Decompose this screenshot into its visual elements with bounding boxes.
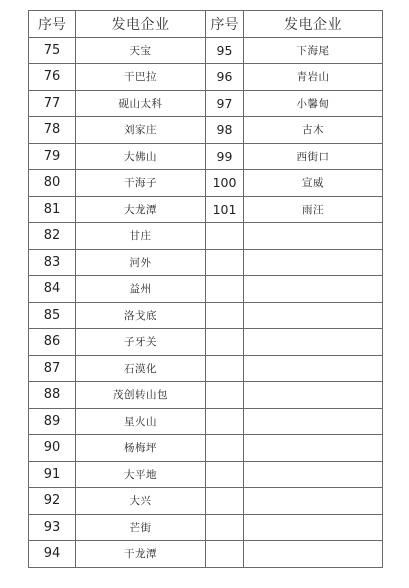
table-row bbox=[29, 382, 383, 409]
serial-cell-right: 100 bbox=[206, 170, 244, 197]
company-cell-right bbox=[244, 276, 383, 303]
serial-cell-left: 94 bbox=[29, 541, 76, 568]
company-cell-left: 星火山 bbox=[76, 408, 206, 435]
company-cell-right bbox=[244, 249, 383, 276]
company-cell-left: 杨梅坪 bbox=[76, 435, 206, 462]
serial-cell-right: 98 bbox=[206, 117, 244, 144]
table-row bbox=[29, 329, 383, 356]
serial-cell-left: 83 bbox=[29, 249, 76, 276]
table-row bbox=[29, 461, 383, 488]
table-row bbox=[29, 143, 383, 170]
company-cell-left: 刘家庄 bbox=[76, 117, 206, 144]
company-cell-right: 西街口 bbox=[244, 143, 383, 170]
company-cell-left: 子牙关 bbox=[76, 329, 206, 356]
company-cell-left: 天宝 bbox=[76, 37, 206, 64]
company-cell-left: 河外 bbox=[76, 249, 206, 276]
serial-cell-right bbox=[206, 382, 244, 409]
company-cell-left: 大佛山 bbox=[76, 143, 206, 170]
company-cell-right bbox=[244, 435, 383, 462]
serial-cell-left: 86 bbox=[29, 329, 76, 356]
company-cell-right bbox=[244, 461, 383, 488]
company-cell-right bbox=[244, 355, 383, 382]
serial-cell-left: 90 bbox=[29, 435, 76, 462]
power-company-table bbox=[28, 10, 383, 568]
table-row bbox=[29, 223, 383, 250]
company-cell-left: 益州 bbox=[76, 276, 206, 303]
serial-cell-right bbox=[206, 249, 244, 276]
company-cell-left: 大兴 bbox=[76, 488, 206, 515]
company-cell-left: 甘庄 bbox=[76, 223, 206, 250]
serial-cell-right bbox=[206, 408, 244, 435]
company-cell-right: 小馨甸 bbox=[244, 90, 383, 117]
serial-cell-right bbox=[206, 541, 244, 568]
serial-cell-right: 101 bbox=[206, 196, 244, 223]
company-cell-right bbox=[244, 329, 383, 356]
table-row bbox=[29, 435, 383, 462]
company-cell-left: 砚山太科 bbox=[76, 90, 206, 117]
table-row bbox=[29, 64, 383, 91]
serial-cell-left: 89 bbox=[29, 408, 76, 435]
serial-cell-left: 79 bbox=[29, 143, 76, 170]
serial-cell-right bbox=[206, 488, 244, 515]
serial-cell-right bbox=[206, 276, 244, 303]
serial-cell-left: 84 bbox=[29, 276, 76, 303]
table-row bbox=[29, 117, 383, 144]
table-header-row bbox=[29, 11, 383, 38]
serial-cell-left: 76 bbox=[29, 64, 76, 91]
serial-cell-right: 99 bbox=[206, 143, 244, 170]
company-cell-left: 干巴拉 bbox=[76, 64, 206, 91]
table-row bbox=[29, 196, 383, 223]
company-cell-right bbox=[244, 302, 383, 329]
serial-cell-left: 80 bbox=[29, 170, 76, 197]
serial-cell-left: 75 bbox=[29, 37, 76, 64]
serial-cell-left: 87 bbox=[29, 355, 76, 382]
serial-cell-right: 95 bbox=[206, 37, 244, 64]
serial-cell-right bbox=[206, 223, 244, 250]
table-row bbox=[29, 488, 383, 515]
serial-cell-left: 81 bbox=[29, 196, 76, 223]
table-row bbox=[29, 541, 383, 568]
company-cell-left: 干海子 bbox=[76, 170, 206, 197]
serial-cell-right: 96 bbox=[206, 64, 244, 91]
table-row bbox=[29, 302, 383, 329]
table-row bbox=[29, 37, 383, 64]
header-company-right: 发电企业 bbox=[244, 11, 383, 38]
table-row bbox=[29, 170, 383, 197]
serial-cell-right: 97 bbox=[206, 90, 244, 117]
table-row bbox=[29, 355, 383, 382]
serial-cell-right bbox=[206, 514, 244, 541]
table-row bbox=[29, 276, 383, 303]
serial-cell-right bbox=[206, 435, 244, 462]
company-cell-right bbox=[244, 382, 383, 409]
company-cell-left: 洛戈底 bbox=[76, 302, 206, 329]
header-serial-left: 序号 bbox=[29, 11, 76, 38]
header-company-left: 发电企业 bbox=[76, 11, 206, 38]
company-cell-right bbox=[244, 541, 383, 568]
serial-cell-left: 91 bbox=[29, 461, 76, 488]
table-row bbox=[29, 249, 383, 276]
company-cell-left: 芒街 bbox=[76, 514, 206, 541]
serial-cell-right bbox=[206, 461, 244, 488]
company-cell-right bbox=[244, 488, 383, 515]
table-row bbox=[29, 90, 383, 117]
company-cell-left: 大平地 bbox=[76, 461, 206, 488]
company-cell-right bbox=[244, 223, 383, 250]
table-row bbox=[29, 514, 383, 541]
company-cell-left: 干龙潭 bbox=[76, 541, 206, 568]
serial-cell-left: 93 bbox=[29, 514, 76, 541]
serial-cell-left: 85 bbox=[29, 302, 76, 329]
serial-cell-right bbox=[206, 329, 244, 356]
serial-cell-left: 92 bbox=[29, 488, 76, 515]
serial-cell-left: 88 bbox=[29, 382, 76, 409]
company-cell-right: 下海尾 bbox=[244, 37, 383, 64]
company-cell-left: 茂创转山包 bbox=[76, 382, 206, 409]
company-cell-right: 青岩山 bbox=[244, 64, 383, 91]
serial-cell-left: 78 bbox=[29, 117, 76, 144]
company-cell-left: 大龙潭 bbox=[76, 196, 206, 223]
table-row bbox=[29, 408, 383, 435]
company-cell-right bbox=[244, 514, 383, 541]
serial-cell-right bbox=[206, 302, 244, 329]
serial-cell-right bbox=[206, 355, 244, 382]
serial-cell-left: 77 bbox=[29, 90, 76, 117]
header-serial-right: 序号 bbox=[206, 11, 244, 38]
company-cell-right: 古木 bbox=[244, 117, 383, 144]
company-cell-right: 雨汪 bbox=[244, 196, 383, 223]
company-cell-right bbox=[244, 408, 383, 435]
company-cell-right: 宣威 bbox=[244, 170, 383, 197]
company-cell-left: 石漠化 bbox=[76, 355, 206, 382]
serial-cell-left: 82 bbox=[29, 223, 76, 250]
